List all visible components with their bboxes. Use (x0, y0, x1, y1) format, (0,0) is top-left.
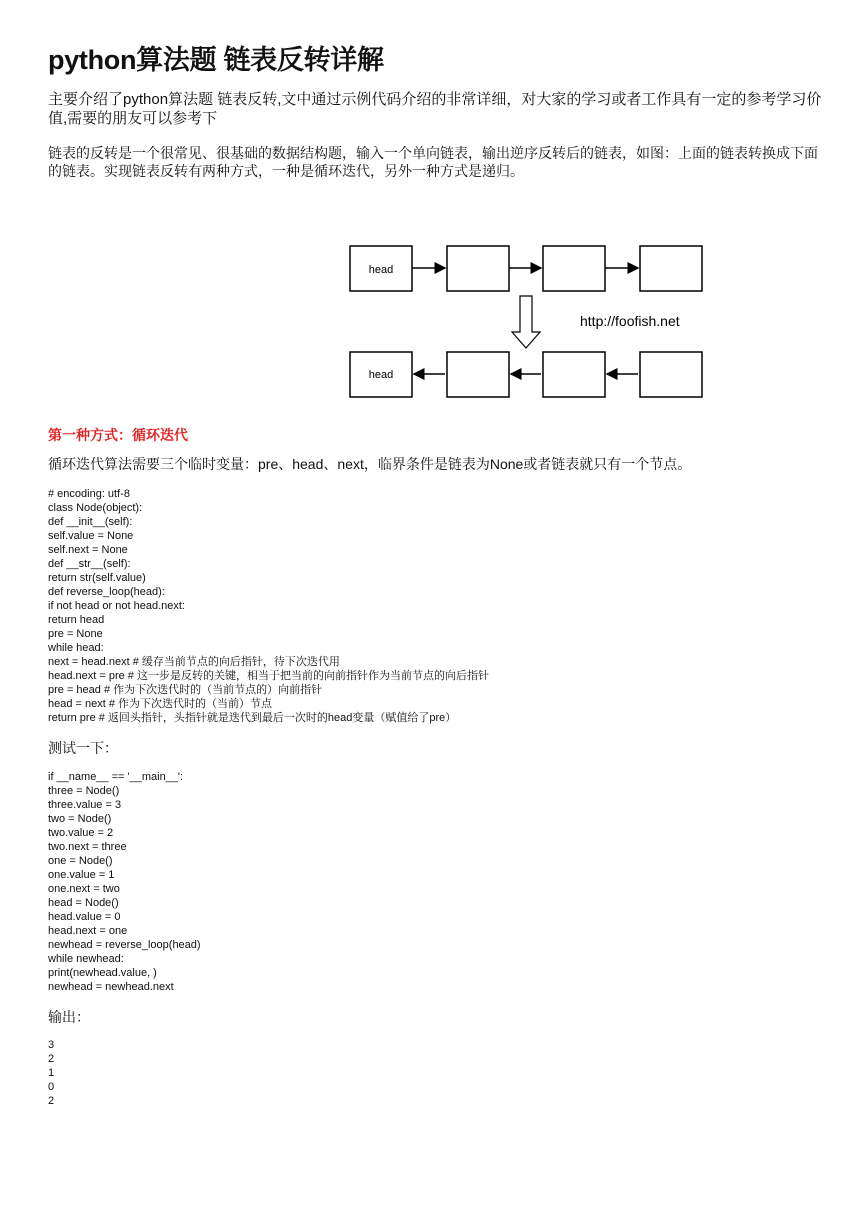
code-line: print(newhead.value, ) (48, 967, 157, 979)
bottom-head-label: head (368, 369, 394, 381)
output-line: 2 (48, 1053, 55, 1065)
code-line: self.next = None (48, 544, 128, 556)
code-line: while head: (48, 642, 104, 654)
code-line: two = Node() (48, 813, 112, 825)
section-heading: 第一种方式：循环迭代 (48, 427, 188, 443)
bottom-node-3 (543, 352, 605, 397)
section-description: 循环迭代算法需要三个临时变量：pre、head、next，临界条件是链表为None或者链表就只有一个节点。 (48, 456, 692, 472)
output-line: 3 (48, 1039, 55, 1051)
code-block-test (48, 770, 201, 994)
code-line: def reverse_loop(head): (48, 586, 165, 598)
bottom-node-4 (640, 352, 702, 397)
test-label: 测试一下： (48, 740, 118, 756)
code-line: return pre # 返回头指针，头指针就是迭代到最后一次时的head变量（赋值给了pre） (48, 712, 457, 724)
down-arrow (512, 296, 540, 348)
code-line: # encoding: utf-8 (48, 488, 130, 500)
diagram-url: http://foofish.net (580, 313, 680, 329)
code-line: while newhead: (48, 953, 124, 965)
code-line: newhead = newhead.next (48, 981, 174, 993)
code-line: one = Node() (48, 855, 113, 867)
output-line: 0 (48, 1081, 55, 1093)
top-node-3 (543, 246, 605, 291)
top-head-label: head (368, 264, 394, 276)
code-line: head.value = 0 (48, 911, 121, 923)
code-line: two.next = three (48, 841, 127, 853)
code-line: three.value = 3 (48, 799, 122, 811)
page-title: python算法题 链表反转详解 (48, 45, 384, 75)
code-line: newhead = reverse_loop(head) (48, 939, 201, 951)
linked-list-diagram (348, 238, 708, 403)
code-line: head = next # 作为下次迭代时的（当前）节点 (48, 698, 273, 710)
code-line: head.next = pre # 这一步是反转的关键，相当于把当前的向前指针作为当前节点的向后指针 (48, 670, 489, 682)
code-line: head.next = one (48, 925, 128, 937)
bottom-node-2 (447, 352, 509, 397)
code-line: if __name__ == '__main__': (48, 771, 184, 783)
output-label: 输出： (48, 1009, 90, 1025)
code-line: one.value = 1 (48, 869, 115, 881)
intro-paragraph: 链表的反转是一个很常见、很基础的数据结构题，输入一个单向链表，输出逆序反转后的链表，如图：上面的链表转换成下面的链表。实现链表反转有两种方式，一种是循环迭代，另外一种方式是递归。 (48, 145, 818, 179)
code-line: pre = head # 作为下次迭代时的（当前节点的）向前指针 (48, 684, 323, 696)
code-line: if not head or not head.next: (48, 600, 185, 612)
code-line: head = Node() (48, 897, 119, 909)
code-line: next = head.next # 缓存当前节点的向后指针，待下次迭代用 (48, 656, 340, 668)
code-line: two.value = 2 (48, 827, 114, 839)
code-line: one.next = two (48, 883, 120, 895)
code-line: three = Node() (48, 785, 120, 797)
code-line: return str(self.value) (48, 572, 146, 584)
top-node-4 (640, 246, 702, 291)
code-line: def __str__(self): (48, 558, 131, 570)
code-line: pre = None (48, 628, 103, 640)
code-line: def __init__(self): (48, 516, 133, 528)
code-block-reverse-loop (48, 487, 489, 725)
article-summary: 主要介绍了python算法题 链表反转,文中通过示例代码介绍的非常详细，对大家的学习或者工作具有一定的参考学习价值,需要的朋友可以参考下 (48, 91, 822, 127)
code-line: self.value = None (48, 530, 134, 542)
output-block (48, 1038, 54, 1108)
top-node-2 (447, 246, 509, 291)
output-line: 1 (48, 1067, 55, 1079)
code-line: class Node(object): (48, 502, 143, 514)
output-line: 2 (48, 1095, 55, 1107)
code-line: return head (48, 614, 105, 626)
